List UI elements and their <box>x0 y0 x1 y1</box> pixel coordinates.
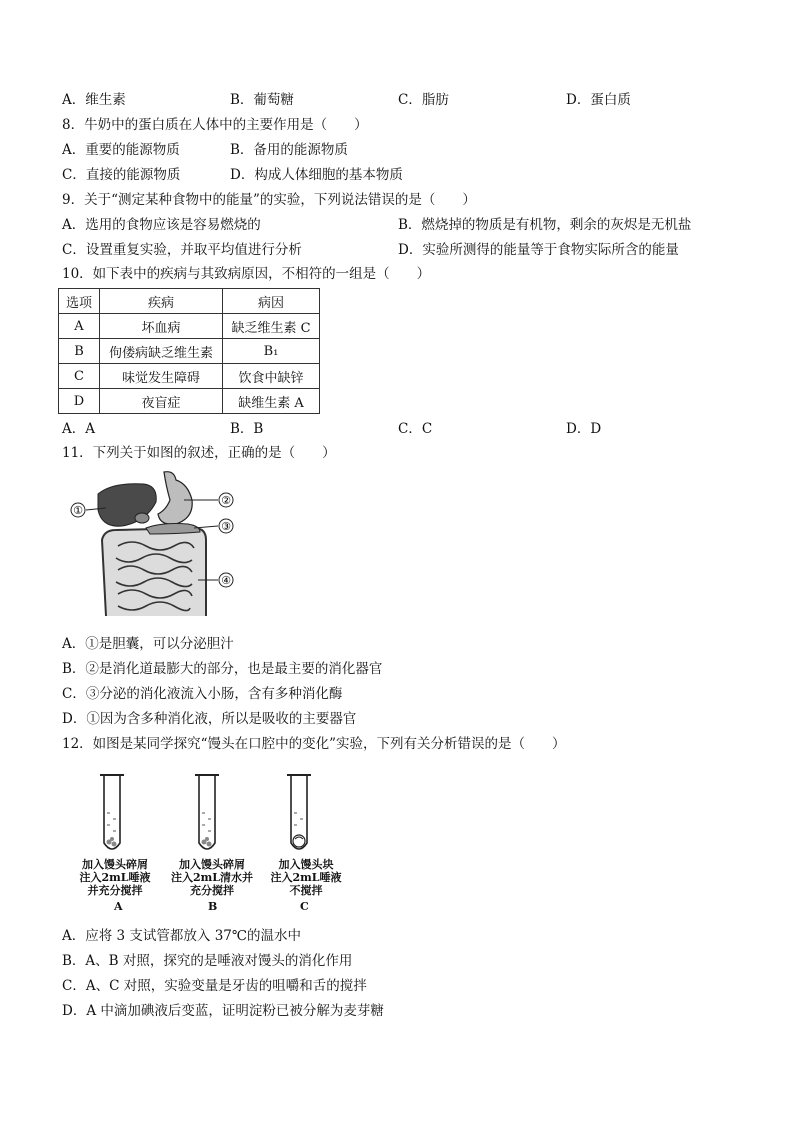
table-cell: 缺乏维生素 C <box>223 314 320 339</box>
table-cell: C <box>59 364 100 389</box>
table-cell: B <box>59 339 100 364</box>
table-header: 选项 <box>59 289 100 314</box>
q11-option-d: D．①因为含多种消化液，所以是吸收的主要器官 <box>62 711 357 727</box>
q7-option-c: C．脂肪 <box>398 92 449 108</box>
q11-stem: 11．下列关于如图的叙述，正确的是（ ） <box>62 445 336 461</box>
q9-option-a: A．选用的食物应该是容易燃烧的 <box>62 217 261 233</box>
table-cell: 缺维生素 A <box>223 389 320 414</box>
q11-option-c: C．③分泌的消化液流入小肠，含有多种消化酶 <box>62 686 343 702</box>
tube-b-label: B <box>208 900 218 913</box>
q11-option-a: A．①是胆囊，可以分泌胆汁 <box>62 636 234 652</box>
figure-label-3: ③ <box>221 520 231 533</box>
table-cell: D <box>59 389 100 414</box>
table-header: 病因 <box>223 289 320 314</box>
test-tube-c <box>285 773 313 857</box>
q12-option-c: C．A、C 对照，实验变量是牙齿的咀嚼和舌的搅拌 <box>62 978 367 994</box>
table-row <box>59 339 320 364</box>
q9-option-c: C．设置重复实验，并取平均值进行分析 <box>62 242 302 258</box>
q8-option-b: B．备用的能源物质 <box>230 142 348 158</box>
q12-option-b: B．A、B 对照，探究的是唾液对馒头的消化作用 <box>62 953 353 969</box>
q12-option-d: D．A 中滴加碘液后变蓝，证明淀粉已被分解为麦芽糖 <box>62 1003 384 1019</box>
table-row <box>59 314 320 339</box>
table-cell: B₁ <box>223 339 320 364</box>
table-row <box>59 364 320 389</box>
table-header: 疾病 <box>100 289 223 314</box>
table-cell: A <box>59 314 100 339</box>
q8-option-a: A．重要的能源物质 <box>62 142 180 158</box>
test-tube-a <box>98 773 126 857</box>
figure-label-2: ② <box>221 494 231 507</box>
tube-a-label: A <box>114 900 123 913</box>
q7-option-b: B．葡萄糖 <box>230 92 294 108</box>
q11-option-b: B．②是消化道最膨大的部分，也是最主要的消化器官 <box>62 661 383 677</box>
q7-option-d: D．蛋白质 <box>566 92 631 108</box>
tube-b-caption: 加入馒头碎屑 注入2mL清水并 充分搅拌 <box>170 858 254 897</box>
q9-option-d: D．实验所测得的能量等于食物实际所含的能量 <box>398 242 679 258</box>
table-cell: 佝偻病缺乏维生素 <box>100 339 223 364</box>
q9-option-b: B．燃烧掉的物质是有机物，剩余的灰烬是无机盐 <box>398 217 692 233</box>
test-tube-b <box>193 773 221 857</box>
q10-option-c: C．C <box>398 421 433 437</box>
q8-stem: 8．牛奶中的蛋白质在人体中的主要作用是（ ） <box>62 117 368 133</box>
q10-option-b: B．B <box>230 421 264 437</box>
tube-c-label: C <box>300 900 309 913</box>
table-cell: 味觉发生障碍 <box>100 364 223 389</box>
table-header-row <box>59 289 320 314</box>
disease-table <box>58 288 320 414</box>
table-cell: 饮食中缺锌 <box>223 364 320 389</box>
q9-stem: 9．关于“测定某种食物中的能量”的实验，下列说法错误的是（ ） <box>62 192 476 208</box>
q10-option-d: D．D <box>566 421 602 437</box>
table-row <box>59 389 320 414</box>
figure-label-4: ④ <box>221 574 231 587</box>
table-cell: 夜盲症 <box>100 389 223 414</box>
tube-c-caption: 加入馒头块 注入2mL唾液 不搅拌 <box>270 858 342 897</box>
q12-option-a: A．应将 3 支试管都放入 37℃的温水中 <box>62 928 301 944</box>
figure-label-1: ① <box>73 504 83 517</box>
q7-option-a: A．维生素 <box>62 92 126 108</box>
q8-option-c: C．直接的能源物质 <box>62 167 181 183</box>
digestive-system-figure <box>66 470 246 622</box>
q10-option-a: A．A <box>62 421 95 437</box>
tube-a-caption: 加入馒头碎屑 注入2mL唾液 并充分搅拌 <box>79 858 151 897</box>
table-cell: 坏血病 <box>100 314 223 339</box>
q10-stem: 10．如下表中的疾病与其致病原因，不相符的一组是（ ） <box>62 266 431 282</box>
q8-option-d: D．构成人体细胞的基本物质 <box>230 167 403 183</box>
q12-stem: 12．如图是某同学探究“馒头在口腔中的变化”实验，下列有关分析错误的是（ ） <box>62 736 566 752</box>
